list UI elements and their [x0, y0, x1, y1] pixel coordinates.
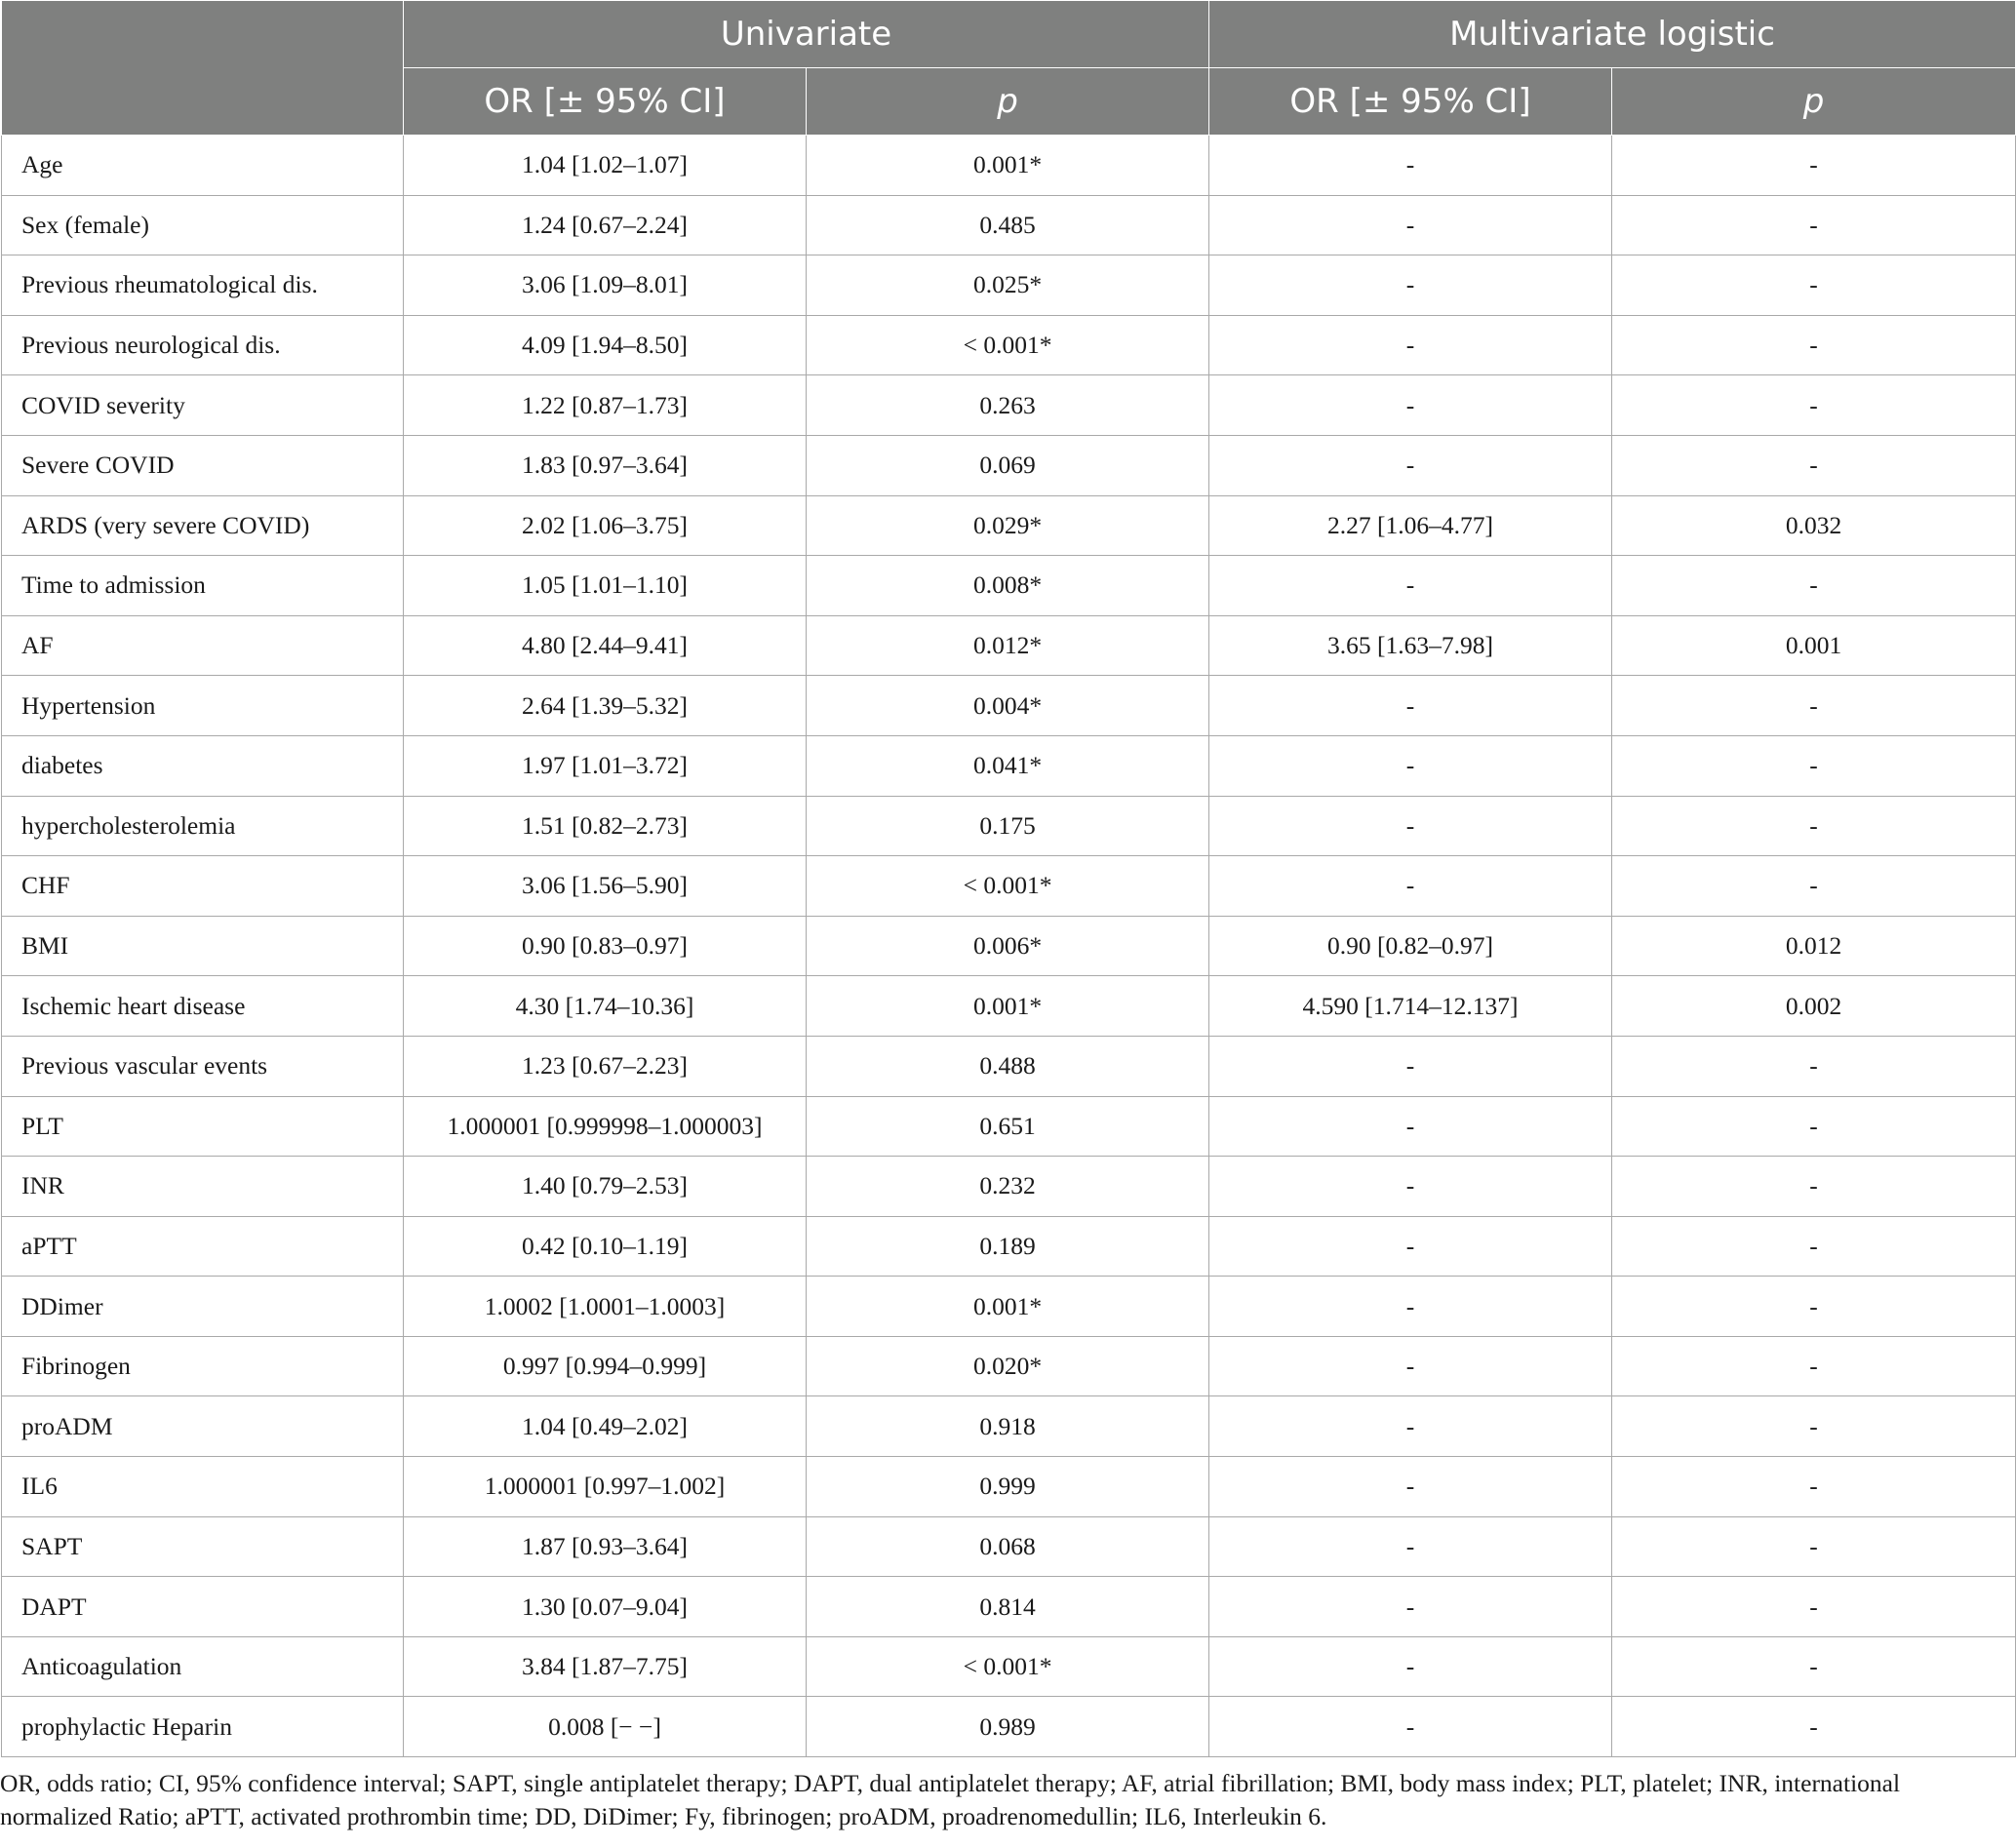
header-multivariate-or: OR [± 95% CI]: [1209, 68, 1612, 136]
table-header: [2, 1, 2016, 136]
multivariate-p-cell: -: [1612, 856, 2016, 917]
univariate-or-cell: 1.51 [0.82–2.73]: [404, 796, 807, 856]
multivariate-p-cell: -: [1612, 1096, 2016, 1157]
multivariate-p-cell: -: [1612, 1216, 2016, 1277]
table-row: [2, 916, 2016, 976]
univariate-or-cell: 1.22 [0.87–1.73]: [404, 375, 807, 436]
table-row: [2, 1636, 2016, 1697]
multivariate-or-cell: -: [1209, 1277, 1612, 1337]
univariate-or-cell: 1.83 [0.97–3.64]: [404, 435, 807, 495]
multivariate-or-cell: 4.590 [1.714–12.137]: [1209, 976, 1612, 1037]
univariate-p-cell: 0.025*: [807, 255, 1209, 316]
table-row: [2, 615, 2016, 676]
table-row: [2, 315, 2016, 375]
univariate-or-cell: 1.40 [0.79–2.53]: [404, 1157, 807, 1217]
univariate-or-cell: 3.06 [1.56–5.90]: [404, 856, 807, 917]
row-label: Hypertension: [2, 676, 404, 736]
univariate-p-cell: 0.175: [807, 796, 1209, 856]
header-univariate-or: OR [± 95% CI]: [404, 68, 807, 136]
multivariate-p-cell: -: [1612, 255, 2016, 316]
univariate-p-cell: 0.008*: [807, 556, 1209, 616]
univariate-or-cell: 0.42 [0.10–1.19]: [404, 1216, 807, 1277]
univariate-or-cell: 1.05 [1.01–1.10]: [404, 556, 807, 616]
table-row: [2, 255, 2016, 316]
univariate-or-cell: 1.97 [1.01–3.72]: [404, 735, 807, 796]
multivariate-p-cell: -: [1612, 136, 2016, 196]
row-label: proADM: [2, 1396, 404, 1457]
multivariate-p-cell: -: [1612, 375, 2016, 436]
row-label: Time to admission: [2, 556, 404, 616]
univariate-or-cell: 1.30 [0.07–9.04]: [404, 1577, 807, 1637]
row-label: AF: [2, 615, 404, 676]
univariate-or-cell: 2.64 [1.39–5.32]: [404, 676, 807, 736]
row-label: COVID severity: [2, 375, 404, 436]
row-label: aPTT: [2, 1216, 404, 1277]
univariate-p-cell: 0.004*: [807, 676, 1209, 736]
univariate-p-cell: 0.651: [807, 1096, 1209, 1157]
row-label: IL6: [2, 1457, 404, 1517]
row-label: ARDS (very severe COVID): [2, 495, 404, 556]
table-row: [2, 1457, 2016, 1517]
univariate-or-cell: 4.30 [1.74–10.36]: [404, 976, 807, 1037]
multivariate-p-cell: -: [1612, 556, 2016, 616]
table-row: [2, 856, 2016, 917]
multivariate-or-cell: -: [1209, 1036, 1612, 1096]
univariate-p-cell: < 0.001*: [807, 1636, 1209, 1697]
table-row: [2, 676, 2016, 736]
multivariate-p-cell: -: [1612, 676, 2016, 736]
row-label: BMI: [2, 916, 404, 976]
univariate-or-cell: 1.87 [0.93–3.64]: [404, 1516, 807, 1577]
multivariate-or-cell: -: [1209, 556, 1612, 616]
row-label: CHF: [2, 856, 404, 917]
row-label: Anticoagulation: [2, 1636, 404, 1697]
row-label: prophylactic Heparin: [2, 1697, 404, 1757]
univariate-p-cell: 0.006*: [807, 916, 1209, 976]
univariate-p-cell: 0.189: [807, 1216, 1209, 1277]
univariate-p-cell: 0.041*: [807, 735, 1209, 796]
univariate-or-cell: 1.000001 [0.997–1.002]: [404, 1457, 807, 1517]
table-row: [2, 735, 2016, 796]
univariate-p-cell: 0.989: [807, 1697, 1209, 1757]
univariate-or-cell: 3.84 [1.87–7.75]: [404, 1636, 807, 1697]
table-row: [2, 1516, 2016, 1577]
table-row: [2, 375, 2016, 436]
univariate-p-cell: < 0.001*: [807, 315, 1209, 375]
multivariate-p-cell: -: [1612, 1457, 2016, 1517]
multivariate-or-cell: -: [1209, 315, 1612, 375]
row-label: Age: [2, 136, 404, 196]
univariate-or-cell: 4.80 [2.44–9.41]: [404, 615, 807, 676]
table-row: [2, 495, 2016, 556]
table-row: [2, 195, 2016, 255]
row-label: INR: [2, 1157, 404, 1217]
table-row: [2, 976, 2016, 1037]
row-label: Previous neurological dis.: [2, 315, 404, 375]
row-label: PLT: [2, 1096, 404, 1157]
multivariate-or-cell: -: [1209, 735, 1612, 796]
univariate-or-cell: 1.04 [0.49–2.02]: [404, 1396, 807, 1457]
table-row: [2, 435, 2016, 495]
multivariate-or-cell: -: [1209, 796, 1612, 856]
table-row: [2, 796, 2016, 856]
multivariate-p-cell: -: [1612, 1036, 2016, 1096]
univariate-p-cell: 0.029*: [807, 495, 1209, 556]
multivariate-or-cell: -: [1209, 856, 1612, 917]
multivariate-p-cell: -: [1612, 1577, 2016, 1637]
multivariate-or-cell: -: [1209, 435, 1612, 495]
multivariate-or-cell: -: [1209, 1577, 1612, 1637]
header-univariate-p: p: [807, 68, 1209, 136]
multivariate-p-cell: -: [1612, 1336, 2016, 1396]
multivariate-p-cell: 0.002: [1612, 976, 2016, 1037]
univariate-or-cell: 1.000001 [0.999998–1.000003]: [404, 1096, 807, 1157]
multivariate-or-cell: -: [1209, 375, 1612, 436]
multivariate-or-cell: 2.27 [1.06–4.77]: [1209, 495, 1612, 556]
univariate-or-cell: 0.008 [− −]: [404, 1697, 807, 1757]
multivariate-or-cell: -: [1209, 136, 1612, 196]
header-univariate: Univariate: [404, 1, 1209, 68]
multivariate-or-cell: -: [1209, 1636, 1612, 1697]
table-row: [2, 1336, 2016, 1396]
univariate-or-cell: 3.06 [1.09–8.01]: [404, 255, 807, 316]
multivariate-p-cell: -: [1612, 1697, 2016, 1757]
univariate-p-cell: 0.485: [807, 195, 1209, 255]
row-label: SAPT: [2, 1516, 404, 1577]
univariate-p-cell: 0.069: [807, 435, 1209, 495]
header-multivariate: Multivariate logistic: [1209, 1, 2016, 68]
multivariate-p-cell: 0.001: [1612, 615, 2016, 676]
multivariate-p-cell: -: [1612, 1277, 2016, 1337]
univariate-p-cell: 0.012*: [807, 615, 1209, 676]
multivariate-p-cell: -: [1612, 1516, 2016, 1577]
univariate-p-cell: 0.814: [807, 1577, 1209, 1637]
univariate-p-cell: 0.001*: [807, 1277, 1209, 1337]
table-footnote: OR, odds ratio; CI, 95% confidence interval; SAPT, single antiplatelet therapy; DAPT, dual antiplatelet therapy; AF, atrial fibrillation; BMI, body mass index; PLT, platelet; INR, international normalized Ratio; aPTT, activated prothrombin time; DD, DiDimer; Fy, fibrinogen; proADM, proadrenomedullin; IL6, Interleukin 6.: [0, 1769, 1901, 1830]
univariate-p-cell: 0.001*: [807, 136, 1209, 196]
row-label: Ischemic heart disease: [2, 976, 404, 1037]
table-row: [2, 1036, 2016, 1096]
multivariate-p-cell: 0.032: [1612, 495, 2016, 556]
multivariate-or-cell: -: [1209, 1336, 1612, 1396]
multivariate-p-cell: -: [1612, 1636, 2016, 1697]
multivariate-or-cell: -: [1209, 676, 1612, 736]
multivariate-or-cell: -: [1209, 255, 1612, 316]
univariate-or-cell: 0.997 [0.994–0.999]: [404, 1336, 807, 1396]
multivariate-or-cell: -: [1209, 1096, 1612, 1157]
table-row: [2, 136, 2016, 196]
multivariate-or-cell: -: [1209, 1516, 1612, 1577]
multivariate-or-cell: -: [1209, 1216, 1612, 1277]
multivariate-or-cell: -: [1209, 1457, 1612, 1517]
row-label: diabetes: [2, 735, 404, 796]
univariate-p-cell: < 0.001*: [807, 856, 1209, 917]
header-blank-cell: [2, 1, 404, 136]
table-row: [2, 1396, 2016, 1457]
multivariate-or-cell: -: [1209, 1396, 1612, 1457]
univariate-or-cell: 1.24 [0.67–2.24]: [404, 195, 807, 255]
table-row: [2, 1697, 2016, 1757]
table-row: [2, 1216, 2016, 1277]
univariate-or-cell: 2.02 [1.06–3.75]: [404, 495, 807, 556]
row-label: Sex (female): [2, 195, 404, 255]
table-row: [2, 1096, 2016, 1157]
univariate-p-cell: 0.918: [807, 1396, 1209, 1457]
table-row: [2, 1157, 2016, 1217]
row-label: Previous vascular events: [2, 1036, 404, 1096]
univariate-or-cell: 0.90 [0.83–0.97]: [404, 916, 807, 976]
univariate-p-cell: 0.068: [807, 1516, 1209, 1577]
univariate-or-cell: 1.04 [1.02–1.07]: [404, 136, 807, 196]
univariate-p-cell: 0.020*: [807, 1336, 1209, 1396]
header-group-row: [2, 1, 2016, 68]
multivariate-or-cell: 0.90 [0.82–0.97]: [1209, 916, 1612, 976]
multivariate-p-cell: -: [1612, 435, 2016, 495]
row-label: Previous rheumatological dis.: [2, 255, 404, 316]
multivariate-p-cell: -: [1612, 195, 2016, 255]
table-body: [2, 136, 2016, 1757]
multivariate-p-cell: -: [1612, 796, 2016, 856]
table-row: [2, 1277, 2016, 1337]
multivariate-or-cell: -: [1209, 1157, 1612, 1217]
multivariate-p-cell: 0.012: [1612, 916, 2016, 976]
multivariate-p-cell: -: [1612, 735, 2016, 796]
univariate-p-cell: 0.001*: [807, 976, 1209, 1037]
univariate-or-cell: 1.23 [0.67–2.23]: [404, 1036, 807, 1096]
header-multivariate-p: p: [1612, 68, 2016, 136]
row-label: hypercholesterolemia: [2, 796, 404, 856]
univariate-p-cell: 0.232: [807, 1157, 1209, 1217]
multivariate-p-cell: -: [1612, 315, 2016, 375]
row-label: Fibrinogen: [2, 1336, 404, 1396]
multivariate-p-cell: -: [1612, 1396, 2016, 1457]
univariate-p-cell: 0.999: [807, 1457, 1209, 1517]
regression-results-table: [1, 0, 2016, 1757]
table-row: [2, 556, 2016, 616]
row-label: Severe COVID: [2, 435, 404, 495]
table-row: [2, 1577, 2016, 1637]
row-label: DAPT: [2, 1577, 404, 1637]
univariate-p-cell: 0.488: [807, 1036, 1209, 1096]
univariate-p-cell: 0.263: [807, 375, 1209, 436]
multivariate-p-cell: -: [1612, 1157, 2016, 1217]
row-label: DDimer: [2, 1277, 404, 1337]
univariate-or-cell: 1.0002 [1.0001–1.0003]: [404, 1277, 807, 1337]
multivariate-or-cell: -: [1209, 1697, 1612, 1757]
multivariate-or-cell: 3.65 [1.63–7.98]: [1209, 615, 1612, 676]
multivariate-or-cell: -: [1209, 195, 1612, 255]
univariate-or-cell: 4.09 [1.94–8.50]: [404, 315, 807, 375]
